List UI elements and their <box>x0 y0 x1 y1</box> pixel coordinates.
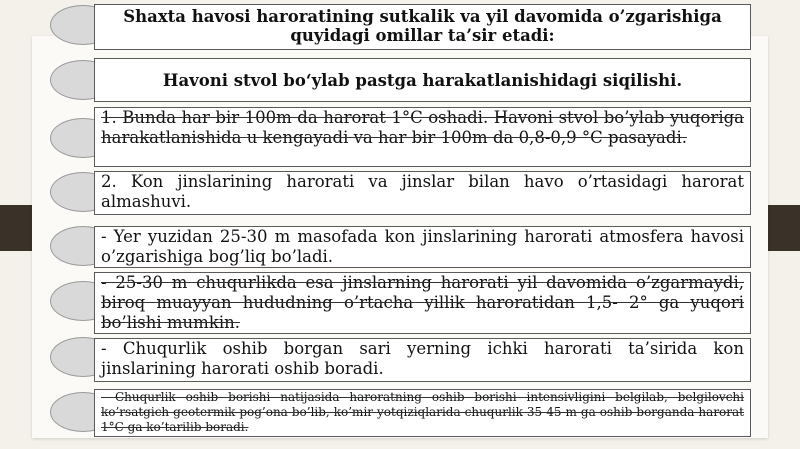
list-item: - 25-30 m chuqurlikda esa jinslarning harorati yil davomida o’zgarmaydi, biroq muayyan hududning o’rtacha yillik haroratidan 1,5- 2° ga yuqori bo’lishi mumkin. <box>94 272 751 334</box>
list-item: - Chuqurlik oshib borishi natijasida haroratning oshib borishi intensivligini belgilab, belgilovchi ko’rsatgich geotermik pog’ona bo’lib, ko’mir yotqiziqlarida chuqurlik 35-45 m ga oshib borganda harorat 1°C ga ko’tarilib boradi. <box>94 389 751 437</box>
list-item: 2. Kon jinslarining harorati va jinslar bilan havo o’rtasidagi harorat almashuvi. <box>94 171 751 215</box>
list-item: - Yer yuzidan 25-30 m masofada kon jinslarining harorati atmosfera havosi o’zgarishiga bog’liq bo’ladi. <box>94 226 751 268</box>
list-item: - Chuqurlik oshib borgan sari yerning ichki harorati ta’sirida kon jinslarining harorati oshib boradi. <box>94 338 751 382</box>
list-item: 1. Bunda har bir 100m da harorat 1°C oshadi. Havoni stvol bo’ylab yuqoriga harakatlanishida u kengayadi va har bir 100m da 0,8-0,9 °C pasayadi. <box>94 107 751 167</box>
slide-title: Shaxta havosi haroratining sutkalik va yil davomida o’zgarishiga quyidagi omillar ta’sir etadi: <box>94 4 751 50</box>
list-item: Havoni stvol bo‘ylab pastga harakatlanishidagi siqilishi. <box>94 58 751 102</box>
